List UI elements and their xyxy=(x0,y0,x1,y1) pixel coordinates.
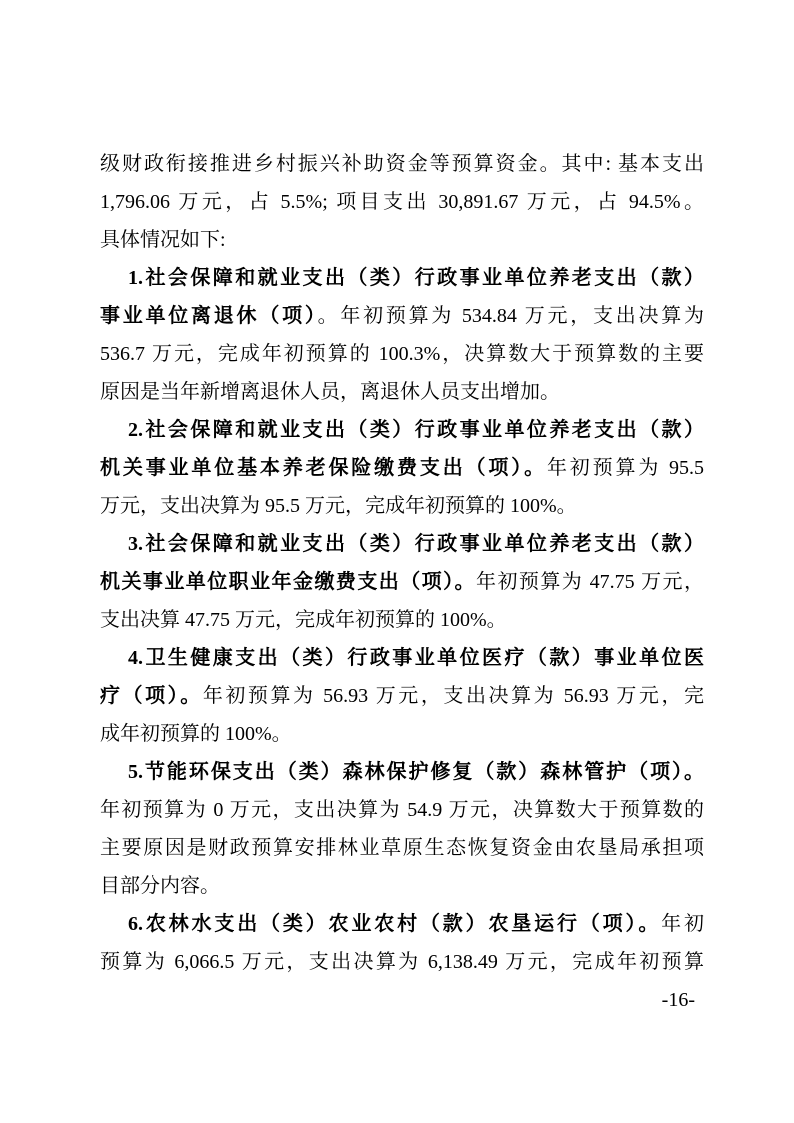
bold-text-segment: 疗（项）。 xyxy=(100,685,203,707)
text-line-16 xyxy=(100,715,704,753)
bold-text-segment: 6.农林水支出（类）农业农村（款）农垦运行（项）。 xyxy=(128,913,662,935)
text-segment: 成年初预算的 100%。 xyxy=(100,723,292,745)
bold-text-segment: 3.社会保障和就业支出（类）行政事业单位养老支出（款） xyxy=(128,533,704,555)
text-segment: 年初预算为 95.5 xyxy=(546,457,704,479)
text-line-18 xyxy=(100,791,704,829)
text-segment: 536.7 万元，完成年初预算的 100.3%，决算数大于预算数的主要 xyxy=(100,343,704,365)
text-line-6 xyxy=(100,335,704,373)
text-line-2 xyxy=(100,183,704,221)
text-segment: 1,796.06 万元，占 5.5%; 项目支出 30,891.67 万元，占 94.5%。 xyxy=(100,191,704,213)
text-segment: 年初预算为 0 万元，支出决算为 54.9 万元，决算数大于预算数的 xyxy=(100,799,704,821)
text-segment: 。年初预算为 534.84 万元，支出决算为 xyxy=(317,305,704,327)
text-line-11 xyxy=(100,525,704,563)
text-line-19 xyxy=(100,829,704,867)
text-line-13 xyxy=(100,601,704,639)
page-number: -16- xyxy=(661,989,695,1011)
text-line-21 xyxy=(100,905,704,943)
text-segment: 年初预算为 47.75 万元， xyxy=(476,571,704,593)
text-line-14 xyxy=(100,639,704,677)
text-line-12 xyxy=(100,563,704,601)
text-segment: 年初预算为 56.93 万元，支出决算为 56.93 万元，完 xyxy=(202,685,704,707)
text-segment: 级财政衔接推进乡村振兴补助资金等预算资金。其中: 基本支出 xyxy=(100,153,704,175)
text-segment: 具体情况如下: xyxy=(100,229,226,251)
text-segment: 目部分内容。 xyxy=(100,875,220,897)
bold-text-segment: 机关事业单位职业年金缴费支出（项）。 xyxy=(100,571,476,593)
text-segment: 年初 xyxy=(661,913,704,935)
bold-text-segment: 4.卫生健康支出（类）行政事业单位医疗（款）事业单位医 xyxy=(128,647,704,669)
bold-text-segment: 机关事业单位基本养老保险缴费支出（项）。 xyxy=(100,457,547,479)
document-body xyxy=(100,145,704,981)
text-line-1 xyxy=(100,145,704,183)
text-segment: 预算为 6,066.5 万元，支出决算为 6,138.49 万元，完成年初预算 xyxy=(100,951,704,973)
text-segment: 主要原因是财政预算安排林业草原生态恢复资金由农垦局承担项 xyxy=(100,837,704,859)
text-line-20 xyxy=(100,867,704,905)
text-segment: 支出决算 47.75 万元，完成年初预算的 100%。 xyxy=(100,609,507,631)
text-line-8 xyxy=(100,411,704,449)
text-segment: 万元，支出决算为 95.5 万元，完成年初预算的 100%。 xyxy=(100,495,577,517)
text-line-10 xyxy=(100,487,704,525)
bold-text-segment: 事业单位离退休（项） xyxy=(100,305,318,327)
text-line-7 xyxy=(100,373,704,411)
bold-text-segment: 1.社会保障和就业支出（类）行政事业单位养老支出（款） xyxy=(128,267,704,289)
bold-text-segment: 2.社会保障和就业支出（类）行政事业单位养老支出（款） xyxy=(128,419,704,441)
text-line-22 xyxy=(100,943,704,981)
text-line-3 xyxy=(100,221,704,259)
bold-text-segment: 5.节能环保支出（类）森林保护修复（款）森林管护（项）。 xyxy=(128,761,704,783)
text-line-5 xyxy=(100,297,704,335)
text-line-4 xyxy=(100,259,704,297)
text-line-9 xyxy=(100,449,704,487)
text-line-15 xyxy=(100,677,704,715)
text-segment: 原因是当年新增离退休人员，离退休人员支出增加。 xyxy=(100,381,560,403)
text-line-17 xyxy=(100,753,704,791)
